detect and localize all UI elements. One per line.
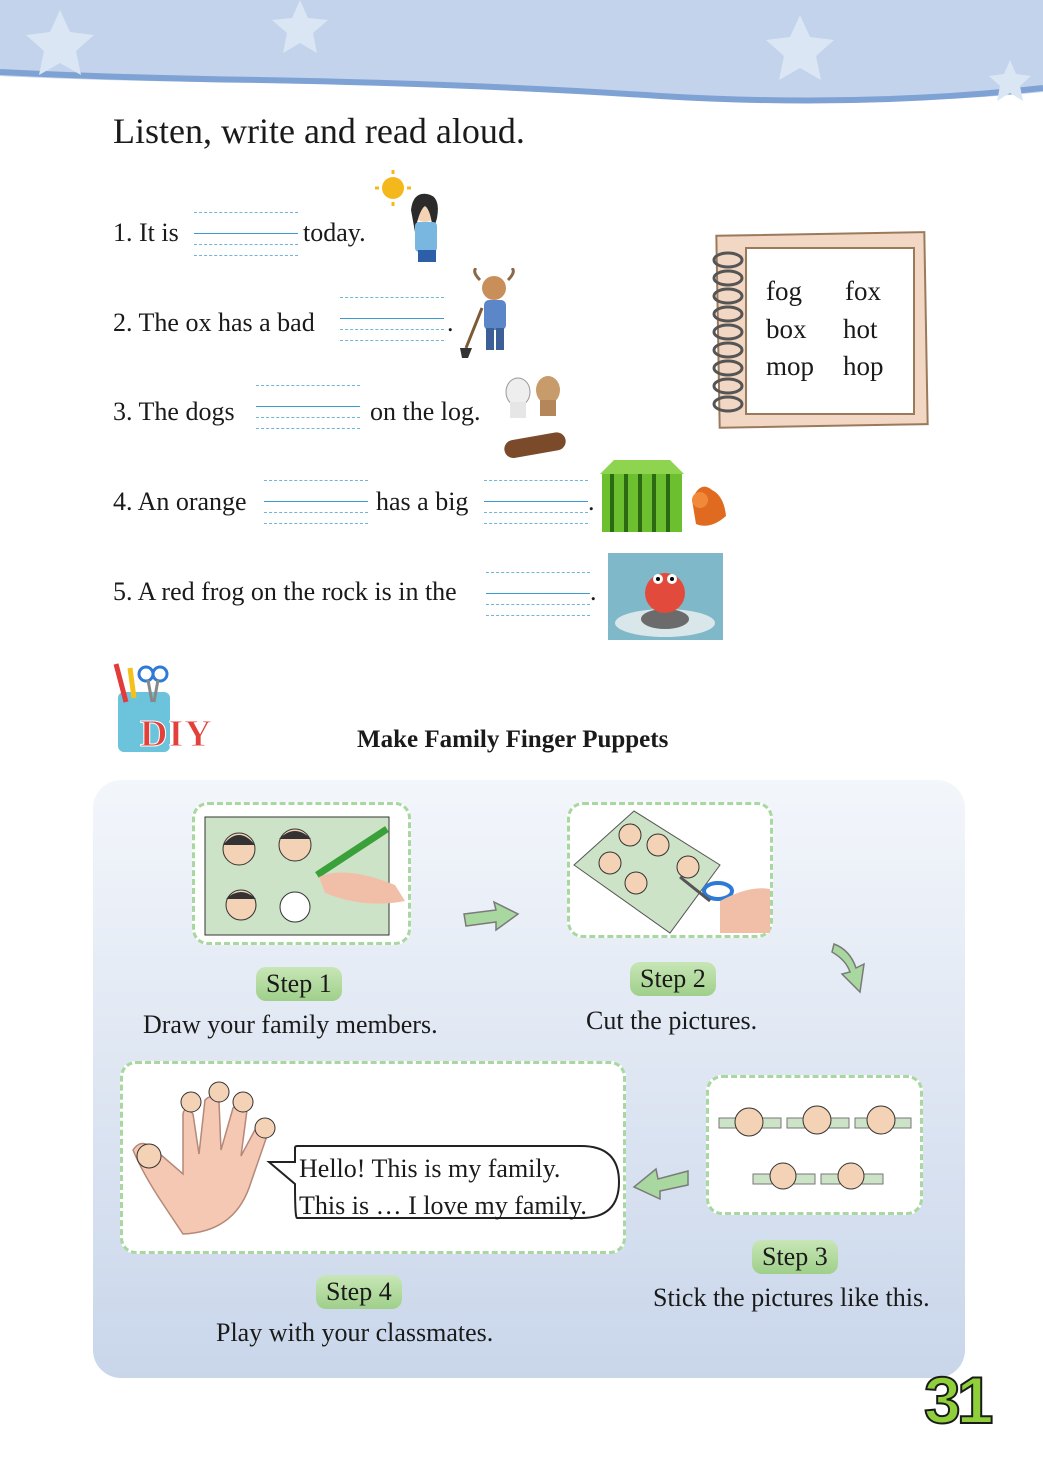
diy-title: Make Family Finger Puppets: [357, 726, 669, 753]
step-2-card: [567, 802, 773, 938]
sentence-5-end: .: [590, 577, 597, 606]
step-4-text: Play with your classmates.: [216, 1318, 494, 1347]
sentence-number: 5.: [113, 577, 133, 606]
cutting-pictures-illustration: [570, 805, 770, 935]
word-bank-item: mop: [766, 351, 815, 381]
sentence-text: The dogs: [138, 397, 235, 426]
sentence-text: An orange: [137, 487, 247, 516]
sentence-text: The ox has a bad: [138, 308, 315, 337]
sentence-1-start: [113, 218, 179, 248]
speech-bubble-line-1: Hello! This is my family.: [299, 1154, 561, 1183]
answer-blank-4b[interactable]: [484, 480, 588, 524]
sentence-number: 2.: [113, 308, 133, 337]
sentence-4-end: .: [588, 487, 595, 516]
step-1-text: Draw your family members.: [143, 1010, 438, 1039]
step-3-card: [706, 1075, 923, 1215]
ox-with-mop-illustration: [458, 268, 530, 360]
speech-bubble-line-2: This is … I love my family.: [299, 1191, 587, 1220]
step-2-label: Step 2: [630, 962, 716, 996]
answer-blank-1[interactable]: [194, 212, 298, 256]
right-arrow-icon: [462, 900, 520, 934]
page-number: 31: [924, 1363, 990, 1437]
word-bank-item: hop: [843, 351, 884, 381]
step-1-label: Step 1: [256, 967, 342, 1001]
sentence-5-start: [113, 577, 457, 607]
drawing-family-illustration: [195, 805, 408, 942]
word-bank-item: fox: [845, 276, 881, 306]
dogs-on-log-illustration: [496, 362, 576, 462]
step-2-text: Cut the pictures.: [586, 1006, 758, 1035]
sentence-3-end: on the log.: [370, 397, 481, 426]
sunny-girl-illustration: [375, 170, 455, 265]
fox-box-illustration: [600, 460, 732, 536]
sentence-text: It is: [139, 218, 179, 247]
answer-blank-2[interactable]: [340, 297, 444, 341]
frog-in-fog-illustration: [608, 553, 723, 640]
step-3-text: Stick the pictures like this.: [653, 1283, 930, 1312]
sentence-1-end: today.: [303, 218, 366, 247]
sentence-2-start: [113, 308, 315, 338]
word-bank-item: hot: [843, 314, 878, 344]
step-1-card: [192, 802, 411, 945]
sentence-4-middle: has a big: [376, 487, 469, 516]
sentence-4-start: [113, 487, 247, 517]
step-4-card: [120, 1061, 626, 1254]
top-banner: [0, 0, 1043, 115]
answer-blank-3[interactable]: [256, 385, 360, 429]
diy-badge: DIY: [140, 713, 213, 755]
exercise-title: Listen, write and read aloud.: [113, 111, 525, 151]
stick-pictures-illustration: [709, 1078, 920, 1212]
sentence-number: 1.: [113, 218, 133, 247]
down-arrow-icon: [830, 940, 870, 994]
sentence-2-end: .: [447, 308, 454, 337]
word-bank-card: [700, 230, 930, 430]
sentence-number: 3.: [113, 397, 133, 426]
step-4-label: Step 4: [316, 1275, 402, 1309]
answer-blank-5[interactable]: [486, 572, 590, 616]
word-bank-item: fog: [766, 276, 802, 306]
step-3-label: Step 3: [752, 1240, 838, 1274]
sentence-text: A red frog on the rock is in the: [137, 577, 457, 606]
sentence-number: 4.: [113, 487, 133, 516]
sentence-3-start: [113, 397, 235, 427]
word-bank-item: box: [766, 314, 807, 344]
left-arrow-icon: [632, 1165, 690, 1201]
answer-blank-4a[interactable]: [264, 480, 368, 524]
